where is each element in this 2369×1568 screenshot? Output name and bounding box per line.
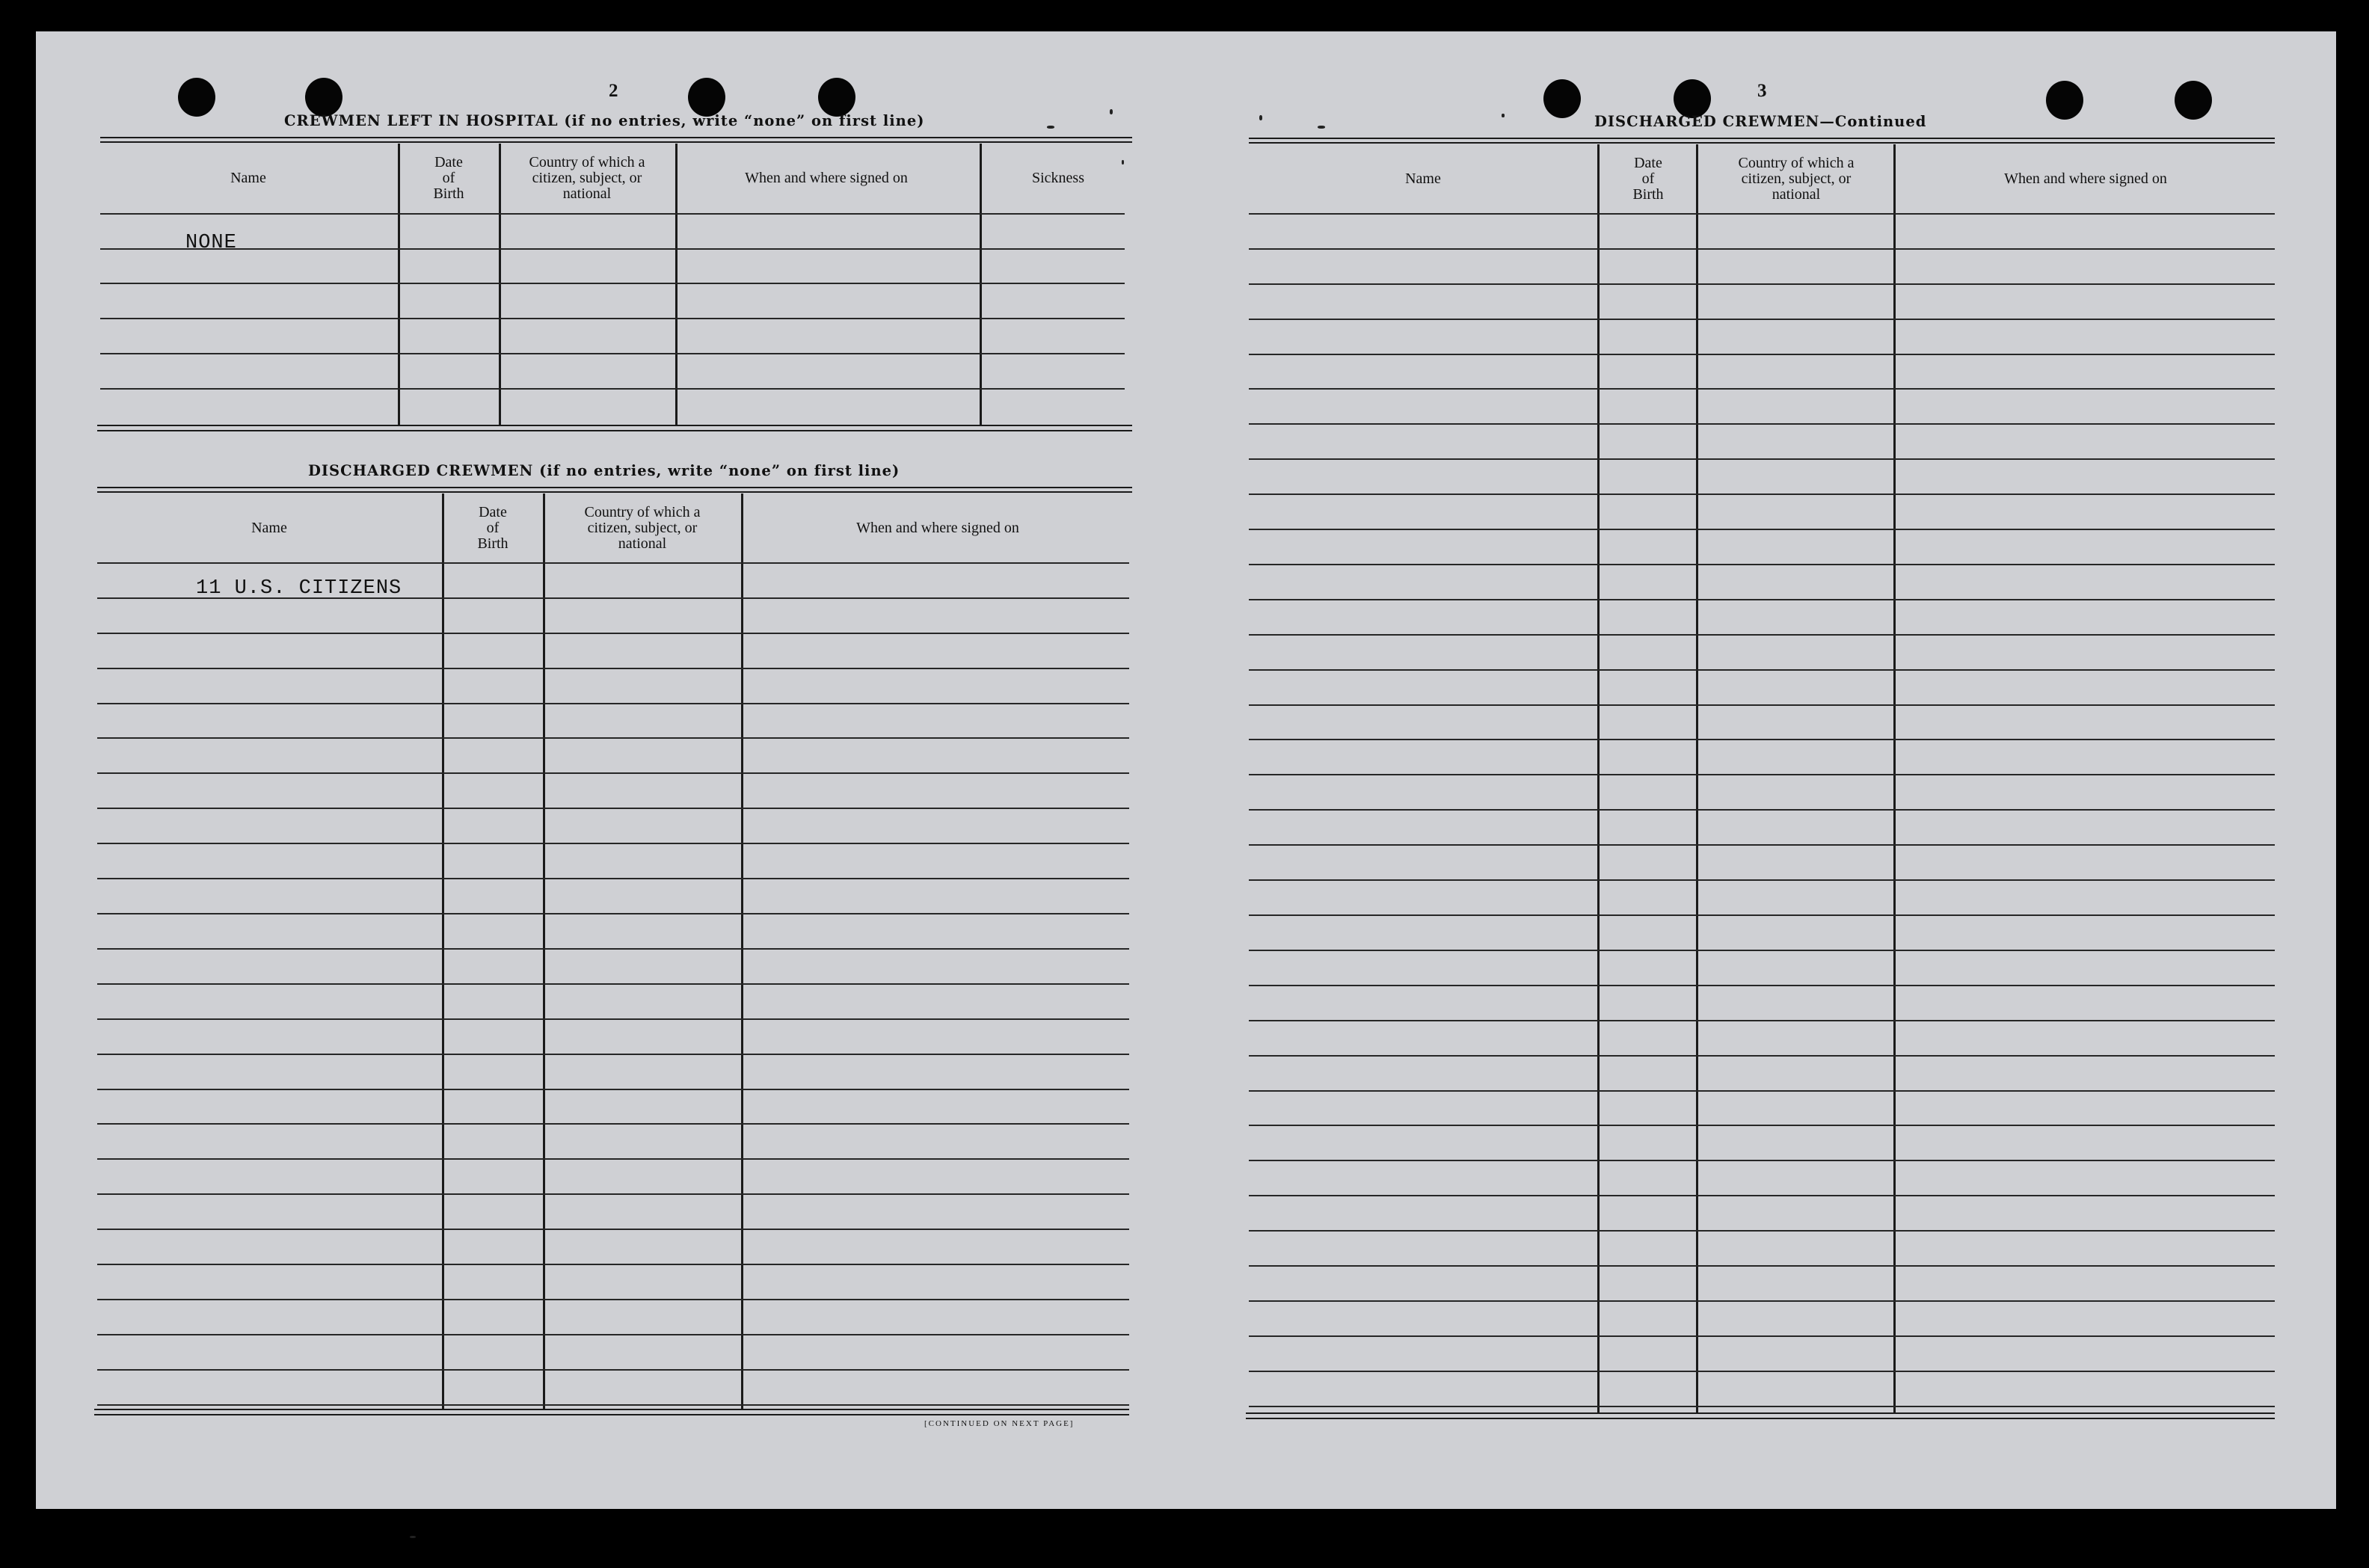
table-row [1249, 1265, 2275, 1267]
scan-speck [1110, 109, 1113, 114]
continued-note: [CONTINUED ON NEXT PAGE] [924, 1419, 1075, 1428]
table-bottom-rule [1246, 1412, 2275, 1414]
table-row [1249, 914, 2275, 916]
column-divider [499, 144, 501, 425]
document-page [36, 31, 2336, 1509]
table-row [97, 1264, 1129, 1265]
discharged-continued-title: DISCHARGED CREWMEN—Continued [1594, 113, 1927, 130]
table-row [1249, 354, 2275, 355]
table-row [1249, 634, 2275, 636]
table-row [100, 283, 1125, 284]
table-row [97, 1054, 1129, 1055]
column-divider [398, 144, 400, 425]
table-row [97, 633, 1129, 634]
table-row [1249, 774, 2275, 775]
table-row [1249, 423, 2275, 425]
scan-speck [1502, 114, 1505, 117]
table-bottom-rule [97, 425, 1132, 426]
table-row [97, 843, 1129, 844]
table-row [1249, 564, 2275, 565]
punch-hole [2046, 81, 2083, 120]
column-divider [1597, 144, 1600, 1412]
table-row [97, 808, 1129, 809]
column-header-signed-on: When and where signed on [745, 169, 908, 186]
table-top-rule [97, 487, 1132, 488]
column-divider [980, 144, 982, 425]
scan-speck [1259, 115, 1262, 120]
table-bottom-rule [94, 1409, 1129, 1410]
column-header-country: Country of which a citizen, subject, or national [1738, 154, 1855, 203]
table-row [1249, 458, 2275, 460]
table-row [1249, 283, 2275, 285]
table-row [97, 983, 1129, 985]
column-divider [442, 494, 444, 1409]
discharged-section-title: DISCHARGED CREWMEN (if no entries, write “none” on first line) [308, 462, 900, 479]
table-row [97, 1299, 1129, 1300]
column-divider [1893, 144, 1896, 1412]
table-row [1249, 599, 2275, 600]
table-bottom-rule [1246, 1418, 2275, 1419]
column-divider [675, 144, 677, 425]
table-row [1249, 1195, 2275, 1196]
table-row [1249, 1406, 2275, 1407]
table-row [1249, 985, 2275, 986]
punch-hole [818, 78, 855, 117]
punch-hole [2175, 81, 2212, 120]
table-row [97, 948, 1129, 950]
scan-speck [1318, 126, 1325, 129]
typed-entry: NONE [185, 232, 237, 254]
table-row [100, 318, 1125, 319]
table-row [97, 1018, 1129, 1020]
punch-hole [1543, 79, 1581, 118]
table-row [100, 388, 1125, 390]
table-row [97, 703, 1129, 704]
table-row [1249, 1055, 2275, 1057]
column-header-name: Name [251, 519, 287, 536]
page-number: 3 [1757, 81, 1767, 101]
table-bottom-rule [94, 1414, 1129, 1415]
table-top-rule [100, 137, 1132, 138]
table-row [97, 772, 1129, 774]
column-divider [741, 494, 743, 1409]
column-header-country: Country of which a citizen, subject, or national [529, 153, 645, 202]
table-row [1249, 388, 2275, 390]
punch-hole [178, 78, 215, 117]
column-divider [543, 494, 545, 1409]
table-row [97, 562, 1129, 564]
punch-hole [305, 78, 342, 117]
hospital-section-title: CREWMEN LEFT IN HOSPITAL (if no entries, write “none” on first line) [284, 112, 925, 129]
table-row [1249, 1160, 2275, 1161]
table-row [1249, 1090, 2275, 1092]
table-row [97, 737, 1129, 739]
table-row [1249, 248, 2275, 250]
table-row [1249, 319, 2275, 320]
table-row [1249, 739, 2275, 740]
table-row [97, 1193, 1129, 1195]
column-header-date-of-birth: Date of Birth [433, 153, 464, 202]
table-row [1249, 1125, 2275, 1126]
table-row [97, 1369, 1129, 1371]
column-header-name: Name [1405, 170, 1441, 187]
typed-entry: 11 U.S. CITIZENS [196, 577, 402, 600]
table-row [1249, 844, 2275, 846]
column-header-date-of-birth: Date of Birth [477, 503, 508, 552]
table-row [97, 1334, 1129, 1335]
table-row [97, 668, 1129, 669]
table-row [1249, 809, 2275, 811]
table-row [97, 878, 1129, 879]
table-row [1249, 1300, 2275, 1302]
table-top-rule [1249, 142, 2275, 144]
table-row [97, 1123, 1129, 1125]
column-header-signed-on: When and where signed on [856, 519, 1019, 536]
column-header-date-of-birth: Date of Birth [1632, 154, 1664, 203]
table-row [97, 913, 1129, 914]
column-header-sickness: Sickness [1032, 169, 1084, 186]
column-header-country: Country of which a citizen, subject, or national [584, 503, 701, 552]
table-row [1249, 1230, 2275, 1232]
scan-speck [410, 1536, 416, 1538]
punch-hole [688, 78, 725, 117]
table-row [97, 1158, 1129, 1160]
table-row [1249, 494, 2275, 495]
table-row [1249, 213, 2275, 215]
table-row [1249, 1020, 2275, 1021]
table-row [1249, 1335, 2275, 1337]
table-row [97, 1229, 1129, 1230]
table-row [1249, 704, 2275, 706]
column-divider [1696, 144, 1698, 1412]
table-row [100, 353, 1125, 354]
column-header-signed-on: When and where signed on [2004, 170, 2167, 187]
page-number: 2 [609, 81, 618, 101]
table-top-rule [1249, 138, 2275, 139]
column-header-name: Name [230, 169, 266, 186]
table-top-rule [100, 141, 1132, 143]
table-row [1249, 879, 2275, 881]
table-row [1249, 669, 2275, 671]
scan-speck [1047, 126, 1054, 129]
table-row [100, 248, 1125, 250]
table-row [1249, 950, 2275, 951]
table-row [1249, 1371, 2275, 1372]
table-row [100, 213, 1125, 215]
table-row [97, 1089, 1129, 1090]
table-row [1249, 529, 2275, 530]
table-bottom-rule [97, 430, 1132, 431]
table-top-rule [97, 491, 1132, 493]
table-row [97, 1404, 1129, 1406]
